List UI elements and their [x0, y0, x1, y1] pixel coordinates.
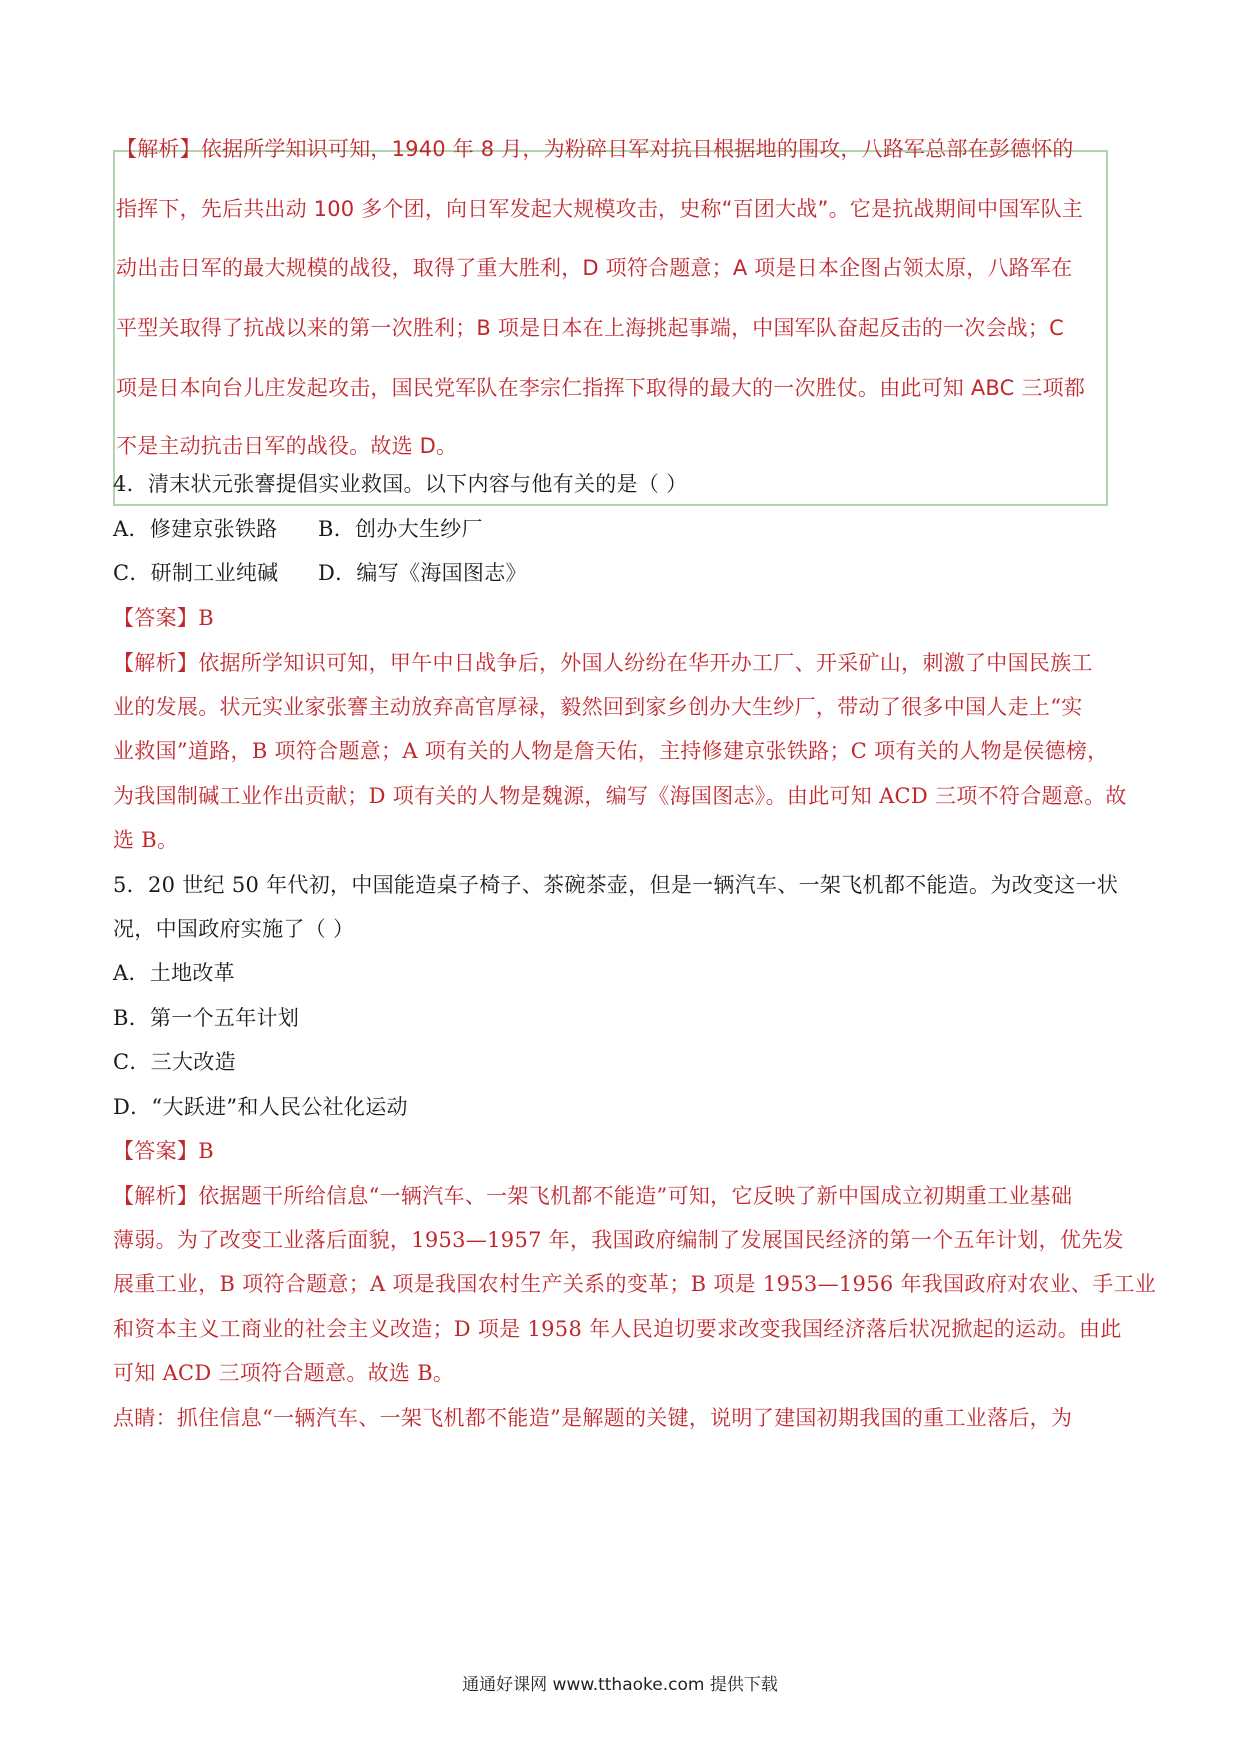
box-line-1: 【解析】依据所学知识可知，1940 年 8 月，为粉碎日军对抗日根据地的围攻，八路军总部在彭德怀的: [116, 137, 1074, 161]
q5-analysis-5: 可知 ACD 三项符合题意。故选 B。: [113, 1361, 455, 1385]
box-line-2: 指挥下，先后共出动 100 多个团，向日军发起大规模攻击，史称“百团大战”。它是抗战期间中国军队主: [116, 197, 1083, 221]
box-line-4: 平型关取得了抗战以来的第一次胜利；B 项是日本在上海挑起事端，中国军队奋起反击的一次会战；C: [116, 316, 1064, 340]
q5-option-c: C．三大改造: [113, 1050, 236, 1074]
q4-option-d: D．编写《海国图志》: [318, 561, 527, 585]
q5-option-b: B．第一个五年计划: [113, 1006, 300, 1030]
q5-analysis-1: 【解析】依据题干所给信息“一辆汽车、一架飞机都不能造”可知，它反映了新中国成立初期重工业基础: [113, 1184, 1073, 1208]
q4-options-row1: [113, 513, 1123, 543]
q5-option-d: D．“大跃进”和人民公社化运动: [113, 1095, 408, 1119]
q5-stem-1: 5．20 世纪 50 年代初，中国能造桌子椅子、茶碗茶壶，但是一辆汽车、一架飞机都不能造。为改变这一状: [113, 873, 1119, 897]
q5-analysis-2: 薄弱。为了改变工业落后面貌，1953—1957 年，我国政府编制了发展国民经济的第一个五年计划，优先发: [113, 1228, 1124, 1252]
q5-analysis-3: 展重工业，B 项符合题意；A 项是我国农村生产关系的变革；B 项是 1953—1956 年我国政府对农业、手工业: [113, 1272, 1157, 1296]
q5-tip: 点睛：抓住信息“一辆汽车、一架飞机都不能造”是解题的关键，说明了建国初期我国的重工业落后，为: [113, 1406, 1073, 1430]
q5-option-a: A．土地改革: [113, 961, 235, 985]
q4-stem: 4．清末状元张謇提倡实业救国。以下内容与他有关的是（ ）: [113, 472, 688, 496]
page-footer: 通通好课网 www.tthaoke.com 提供下载: [462, 1675, 778, 1695]
q4-analysis-1: 【解析】依据所学知识可知，甲午中日战争后，外国人纷纷在华开办工厂、开采矿山，刺激了中国民族工: [113, 651, 1093, 675]
q5-analysis-4: 和资本主义工商业的社会主义改造；D 项是 1958 年人民迫切要求改变我国经济落后状况掀起的运动。由此: [113, 1317, 1122, 1341]
q5-answer: 【答案】B: [113, 1139, 214, 1163]
box-line-5: 项是日本向台儿庄发起攻击，国民党军队在李宗仁指挥下取得的最大的一次胜仗。由此可知 ABC 三项都: [116, 376, 1086, 400]
q5-stem-2: 况，中国政府实施了（ ）: [113, 917, 355, 941]
q4-option-b: B．创办大生纱厂: [318, 517, 483, 541]
q4-options-row2: [113, 557, 1123, 587]
q4-analysis-2: 业的发展。状元实业家张謇主动放弃高官厚禄，毅然回到家乡创办大生纱厂，带动了很多中国人走上“实: [113, 695, 1083, 719]
q4-analysis-5: 选 B。: [113, 828, 179, 852]
q4-option-a: A．修建京张铁路: [113, 517, 278, 541]
box-line-3: 动出击日军的最大规模的战役，取得了重大胜利，D 项符合题意；A 项是日本企图占领太原，八路军在: [116, 256, 1073, 280]
q4-option-c: C．研制工业纯碱: [113, 561, 279, 585]
q4-analysis-3: 业救国”道路，B 项符合题意；A 项有关的人物是詹天佑，主持修建京张铁路；C 项有关的人物是侯德榜，: [113, 739, 1109, 763]
q4-answer: 【答案】B: [113, 606, 214, 630]
box-line-6: 不是主动抗击日军的战役。故选 D。: [116, 434, 458, 458]
q4-analysis-4: 为我国制碱工业作出贡献；D 项有关的人物是魏源，编写《海国图志》。由此可知 ACD 三项不符合题意。故: [113, 784, 1127, 808]
